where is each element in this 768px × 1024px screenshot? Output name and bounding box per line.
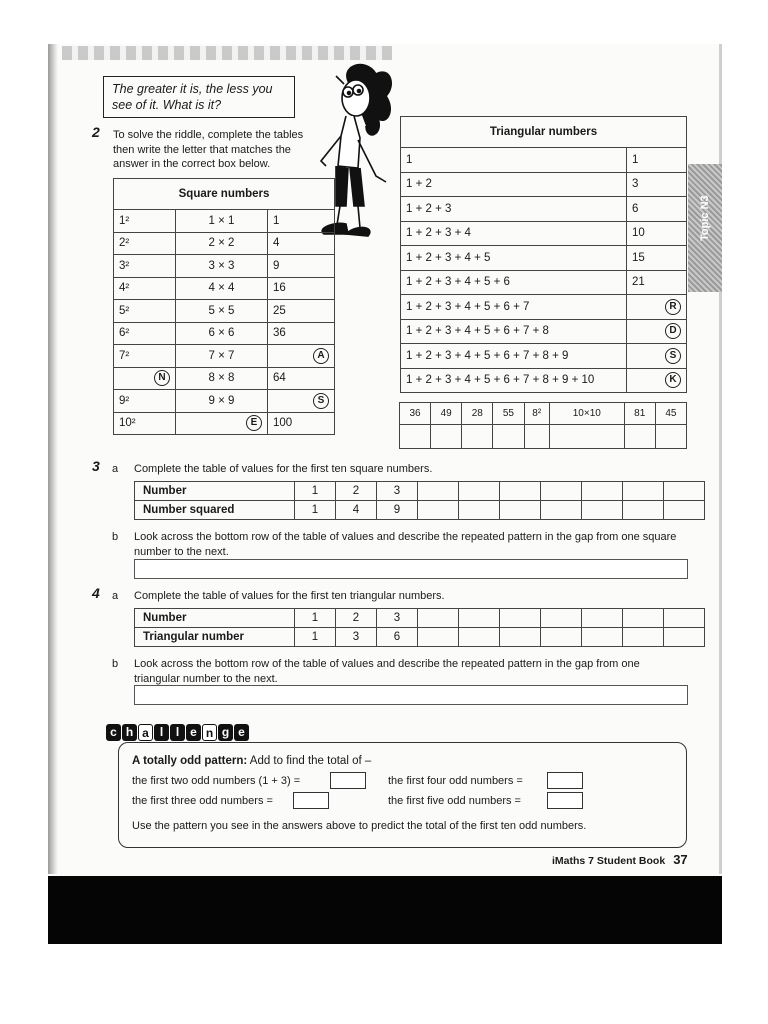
letter-circle: K	[665, 372, 681, 388]
value-cell: 1	[295, 482, 336, 501]
square-value-text: 1	[273, 214, 280, 227]
triangular-value-text: 3	[632, 178, 639, 191]
square-power-cell: 3²	[114, 255, 176, 278]
value-cell[interactable]	[418, 501, 459, 520]
triangular-expr-cell: 1 + 2 + 3 + 4 + 5	[401, 246, 627, 271]
value-cell[interactable]	[459, 628, 500, 647]
q3-row2-label: Number squared	[135, 501, 295, 520]
triangular-table-row	[401, 270, 687, 295]
triangular-expr-cell: 1 + 2 + 3	[401, 197, 627, 222]
first-three-odd-label: the first three odd numbers =	[132, 795, 273, 807]
value-cell[interactable]	[500, 628, 541, 647]
question-4b-text: Look across the bottom row of the table of values and describe the repeated pattern in the gap from one triangular number to the next.	[134, 658, 640, 685]
value-cell[interactable]	[623, 482, 664, 501]
first-three-odd-answer[interactable]	[293, 792, 329, 809]
square-value-text: 64	[273, 372, 286, 385]
square-power-cell: 10²	[114, 412, 176, 435]
triangular-value-cell[interactable]	[627, 344, 687, 369]
value-cell[interactable]	[418, 609, 459, 628]
q3b-answer-field[interactable]	[134, 559, 688, 579]
value-cell[interactable]	[623, 628, 664, 647]
answer-number-cell: 8²	[524, 403, 549, 425]
value-cell[interactable]	[459, 482, 500, 501]
triangular-expr-cell: 1 + 2 + 3 + 4 + 5 + 6 + 7	[401, 295, 627, 320]
square-value-text: 36	[273, 327, 286, 340]
square-expr-text: 1 × 1	[208, 214, 235, 227]
q4b-answer-field[interactable]	[134, 685, 688, 705]
answer-letter-box[interactable]	[431, 425, 462, 449]
question-4-number: 4	[92, 585, 100, 601]
value-cell: 1	[295, 501, 336, 520]
triangular-value-cell[interactable]	[627, 319, 687, 344]
letter-circle: N	[154, 370, 170, 386]
question-2-number: 2	[92, 124, 100, 140]
q4-row1-label: Number	[135, 609, 295, 628]
value-cell: 9	[377, 501, 418, 520]
triangular-table-row	[401, 295, 687, 320]
challenge-letter: e	[186, 724, 201, 741]
challenge-heading-bold: A totally odd pattern:	[132, 755, 248, 767]
triangular-table-row	[401, 368, 687, 393]
triangular-value-cell	[627, 197, 687, 222]
value-cell[interactable]	[623, 609, 664, 628]
question-3b-text: Look across the bottom row of the table of values and describe the repeated pattern in the gap from one square number to the next.	[134, 531, 677, 558]
question-3b-label: b	[112, 531, 119, 543]
triangular-expr-cell: 1 + 2 + 3 + 4 + 5 + 6 + 7 + 8	[401, 319, 627, 344]
answer-letter-box[interactable]	[493, 425, 524, 449]
answer-letter-box[interactable]	[624, 425, 655, 449]
question-3-number: 3	[92, 458, 100, 474]
triangular-numbers-table	[400, 116, 687, 393]
letter-circle: A	[313, 348, 329, 364]
answer-number-cell: 81	[624, 403, 655, 425]
square-power-cell: 1²	[114, 210, 176, 233]
square-table-row	[114, 345, 335, 368]
square-expr-cell	[176, 255, 268, 278]
first-four-odd-label: the first four odd numbers =	[388, 775, 523, 787]
challenge-letter: h	[122, 724, 137, 741]
triangular-value-cell[interactable]	[627, 368, 687, 393]
square-expr-text: 7 × 7	[208, 349, 235, 362]
value-cell[interactable]	[500, 482, 541, 501]
square-expr-text: 6 × 6	[208, 327, 235, 340]
value-cell[interactable]	[459, 609, 500, 628]
first-two-odd-answer[interactable]	[330, 772, 366, 789]
q4-row2-label: Triangular number	[135, 628, 295, 647]
answer-number-cell: 10×10	[549, 403, 624, 425]
square-value-cell	[268, 322, 335, 345]
square-value-cell[interactable]	[268, 367, 335, 390]
question-3a-text: Complete the table of values for the first ten square numbers.	[134, 463, 433, 475]
square-table-row	[114, 210, 335, 233]
square-table-row	[114, 367, 335, 390]
triangular-expr-cell: 1 + 2 + 3 + 4 + 5 + 6 + 7 + 8 + 9 + 10	[401, 368, 627, 393]
value-cell[interactable]	[418, 628, 459, 647]
square-expr-cell	[176, 232, 268, 255]
letter-circle: S	[313, 393, 329, 409]
square-power-cell: 6²	[114, 322, 176, 345]
value-cell[interactable]	[541, 609, 582, 628]
challenge-letter: l	[170, 724, 185, 741]
square-expr-text: 5 × 5	[208, 304, 235, 317]
page-number: 37	[673, 852, 688, 867]
triangular-value-text: 1	[632, 153, 639, 166]
challenge-logo	[106, 724, 249, 741]
challenge-heading-rest: Add to find the total of –	[247, 755, 372, 767]
square-value-text: 9	[273, 259, 280, 272]
square-table-row	[114, 232, 335, 255]
page-binding-shadow	[48, 44, 58, 874]
question-4b-label: b	[112, 658, 119, 670]
value-cell[interactable]	[582, 501, 623, 520]
answer-letter-box[interactable]	[655, 425, 686, 449]
square-value-cell	[268, 255, 335, 278]
answer-number-cell: 36	[400, 403, 431, 425]
challenge-letter: c	[106, 724, 121, 741]
topic-tab	[688, 164, 722, 292]
triangular-value-text: 21	[632, 276, 645, 289]
square-expr-cell	[176, 277, 268, 300]
value-cell[interactable]	[582, 609, 623, 628]
value-cell[interactable]	[459, 501, 500, 520]
letter-circle: R	[665, 299, 681, 315]
triangular-value-cell	[627, 221, 687, 246]
square-expr-cell	[176, 390, 268, 413]
triangular-expr-cell: 1	[401, 148, 627, 173]
value-cell: 3	[377, 482, 418, 501]
square-expr-cell	[176, 300, 268, 323]
answer-number-cell: 55	[493, 403, 524, 425]
value-cell: 2	[336, 609, 377, 628]
answer-number-cell: 28	[462, 403, 493, 425]
value-cell[interactable]	[582, 482, 623, 501]
riddle-box: The greater it is, the less you see of it. What is it?	[103, 76, 295, 118]
value-cell: 3	[377, 609, 418, 628]
letter-circle: E	[246, 415, 262, 431]
challenge-predict-text: Use the pattern you see in the answers above to predict the total of the first ten odd numbers.	[132, 820, 587, 832]
riddle-answer-table	[399, 402, 687, 449]
square-value-cell	[268, 300, 335, 323]
value-cell[interactable]	[541, 482, 582, 501]
first-two-odd-label: the first two odd numbers (1 + 3) =	[132, 775, 301, 787]
answer-letter-box[interactable]	[524, 425, 549, 449]
first-five-odd-label: the first five odd numbers =	[388, 795, 521, 807]
square-expr-text: 2 × 2	[208, 237, 235, 250]
triangular-value-text: 15	[632, 251, 645, 264]
first-four-odd-answer[interactable]	[547, 772, 583, 789]
value-cell: 4	[336, 501, 377, 520]
square-power-cell: 2²	[114, 232, 176, 255]
value-cell[interactable]	[623, 501, 664, 520]
question-4a-text: Complete the table of values for the first ten triangular numbers.	[134, 590, 445, 602]
square-power-cell	[114, 367, 176, 390]
answer-letter-box[interactable]	[400, 425, 431, 449]
square-value-text: 16	[273, 282, 286, 295]
square-value-text: 25	[273, 304, 286, 317]
square-value-text: 4	[273, 237, 280, 250]
triangular-value-text: 6	[632, 202, 639, 215]
answer-letter-box[interactable]	[462, 425, 493, 449]
square-expr-cell	[176, 322, 268, 345]
triangular-value-cell	[627, 246, 687, 271]
topic-tab-label: Topic N3	[699, 195, 711, 241]
value-cell[interactable]	[500, 501, 541, 520]
question-3a-label: a	[112, 463, 119, 475]
square-table-row	[114, 412, 335, 435]
value-cell: 1	[295, 628, 336, 647]
square-value-cell	[268, 232, 335, 255]
challenge-letter: n	[202, 724, 217, 741]
square-expr-cell	[176, 367, 268, 390]
q3-row1-label: Number	[135, 482, 295, 501]
square-power-cell: 9²	[114, 390, 176, 413]
triangular-table-row	[401, 319, 687, 344]
value-cell[interactable]	[500, 609, 541, 628]
question-2-instruction: To solve the riddle, complete the tables then write the letter that matches the answer in the correct box below.	[113, 129, 304, 170]
square-value-cell[interactable]	[268, 390, 335, 413]
square-value-cell	[268, 277, 335, 300]
value-cell[interactable]	[664, 628, 705, 647]
value-cell: 2	[336, 482, 377, 501]
value-cell: 1	[295, 609, 336, 628]
square-expr-text: 3 × 3	[208, 259, 235, 272]
square-table-row	[114, 300, 335, 323]
triangular-table-row	[401, 197, 687, 222]
square-table-row	[114, 255, 335, 278]
square-power-cell: 4²	[114, 277, 176, 300]
value-cell[interactable]	[664, 482, 705, 501]
challenge-letter: a	[138, 724, 153, 741]
first-five-odd-answer[interactable]	[547, 792, 583, 809]
value-cell: 6	[377, 628, 418, 647]
value-cell: 3	[336, 628, 377, 647]
page-footer	[552, 852, 688, 867]
challenge-letter: g	[218, 724, 233, 741]
book-title: iMaths 7 Student Book	[552, 855, 666, 867]
answer-number-cell: 45	[655, 403, 686, 425]
triangular-value-text: 10	[632, 227, 645, 240]
challenge-letter: l	[154, 724, 169, 741]
challenge-letter: e	[234, 724, 249, 741]
value-cell[interactable]	[664, 609, 705, 628]
square-numbers-table	[113, 178, 335, 435]
square-value-cell[interactable]	[268, 412, 335, 435]
square-expr-cell	[176, 345, 268, 368]
triangular-table-title: Triangular numbers	[401, 117, 687, 148]
square-values-table	[134, 481, 705, 520]
square-value-text: 100	[273, 417, 293, 430]
question-4a-label: a	[112, 590, 119, 602]
triangular-value-cell	[627, 270, 687, 295]
square-table-title: Square numbers	[114, 179, 335, 210]
value-cell[interactable]	[541, 628, 582, 647]
letter-circle: D	[665, 323, 681, 339]
square-expr-cell	[176, 210, 268, 233]
letter-circle: S	[665, 348, 681, 364]
answer-number-cell: 49	[431, 403, 462, 425]
square-expr-text: 4 × 4	[208, 282, 235, 295]
square-table-row	[114, 322, 335, 345]
triangular-table-row	[401, 221, 687, 246]
triangular-table-row	[401, 148, 687, 173]
triangular-value-cell	[627, 148, 687, 173]
triangular-value-cell	[627, 172, 687, 197]
value-cell[interactable]	[582, 628, 623, 647]
triangular-expr-cell: 1 + 2 + 3 + 4 + 5 + 6 + 7 + 8 + 9	[401, 344, 627, 369]
triangular-expr-cell: 1 + 2	[401, 172, 627, 197]
triangular-expr-cell: 1 + 2 + 3 + 4	[401, 221, 627, 246]
square-expr-cell	[176, 412, 268, 435]
value-cell[interactable]	[664, 501, 705, 520]
square-table-row	[114, 390, 335, 413]
square-table-row	[114, 277, 335, 300]
triangular-table-row	[401, 172, 687, 197]
triangular-table-row	[401, 246, 687, 271]
triangular-expr-cell: 1 + 2 + 3 + 4 + 5 + 6	[401, 270, 627, 295]
square-value-cell[interactable]	[268, 345, 335, 368]
answer-letter-box[interactable]	[549, 425, 624, 449]
value-cell[interactable]	[541, 501, 582, 520]
challenge-heading	[132, 754, 371, 769]
triangular-table-row	[401, 344, 687, 369]
scan-bottom-band	[48, 876, 722, 944]
square-expr-text: 9 × 9	[208, 394, 235, 407]
triangular-value-cell[interactable]	[627, 295, 687, 320]
square-expr-text: 8 × 8	[208, 372, 235, 385]
square-power-cell: 7²	[114, 345, 176, 368]
value-cell[interactable]	[418, 482, 459, 501]
square-power-cell: 5²	[114, 300, 176, 323]
square-value-cell	[268, 210, 335, 233]
triangular-values-table	[134, 608, 705, 647]
